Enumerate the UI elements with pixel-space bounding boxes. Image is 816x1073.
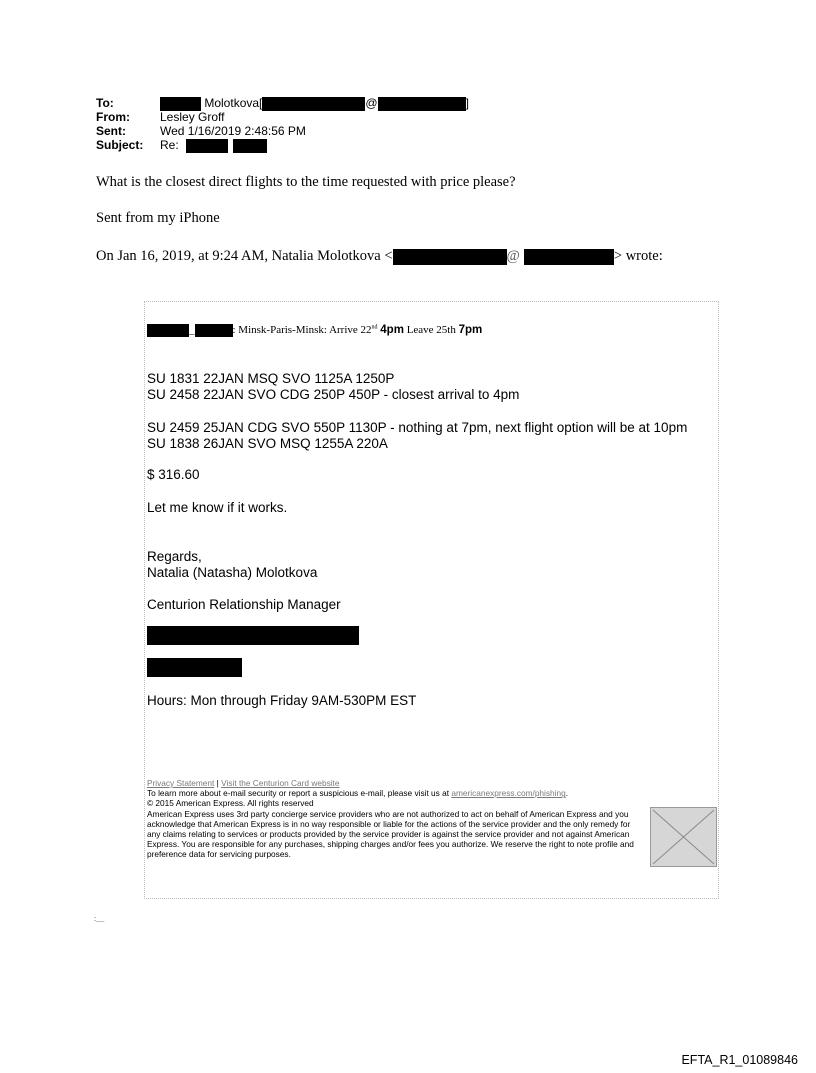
redaction — [262, 97, 365, 111]
reply-question: What is the closest direct flights to the time requested with price please? — [96, 174, 516, 190]
subject-sep: _ — [189, 324, 195, 337]
disclaimer: American Express uses 3rd party concierge service providers who are not authorized to act on behalf of American Express and you acknowledge that American Express is in no way responsible or liable for the actions of the service provider and the only remedy for any claims relating to services or products provided by the service provider is against the service provider and not against American Express. You are responsible for any purchases, shipping charges and/or fees you authorize. We reserve the right to note profile and preference data for servicing purposes. — [147, 808, 634, 860]
subject-leave: Leave 25th — [406, 324, 456, 337]
redaction — [233, 139, 267, 153]
redaction — [524, 249, 614, 265]
let-me-know: Let me know if it works. — [147, 500, 288, 515]
privacy-statement-link[interactable]: Privacy Statement — [147, 778, 215, 788]
hours: Hours: Mon through Friday 9AM-530PM EST — [147, 693, 417, 708]
redaction — [147, 626, 359, 645]
subject-leave-time: 7pm — [458, 324, 483, 337]
quote-attribution — [96, 248, 663, 265]
phishing-link[interactable]: americanexpress.com/phishing — [451, 788, 566, 799]
regards: Regards, — [147, 549, 202, 564]
to-at: @ — [365, 96, 378, 110]
quote-at: @ — [506, 248, 520, 264]
redaction — [160, 97, 201, 111]
subject-label: Subject: — [96, 138, 144, 152]
sender-title: Centurion Relationship Manager — [147, 597, 341, 612]
subject-text: Re: — [160, 138, 179, 152]
redaction — [378, 97, 466, 111]
quoted-message-box — [144, 301, 719, 899]
copyright: © 2015 American Express. All rights reserved — [147, 798, 314, 809]
quote-prefix: On Jan 16, 2019, at 9:24 AM, Natalia Molotkova < — [96, 248, 393, 264]
footer-links — [147, 778, 642, 788]
subject-value — [160, 138, 267, 153]
to-name: Molotkova[ — [204, 96, 263, 110]
page-mark: :__ — [94, 914, 105, 923]
flight-line: SU 1831 22JAN MSQ SVO 1125A 1250P — [147, 371, 395, 386]
subject-sup: nd — [371, 324, 378, 331]
subject-mid: : Minsk-Paris-Minsk: Arrive 22 — [232, 324, 372, 337]
sent-value: Wed 1/16/2019 2:48:56 PM — [160, 124, 306, 138]
document-id: EFTA_R1_01089846 — [681, 1053, 798, 1067]
from-label: From: — [96, 110, 130, 124]
security-text: To learn more about e-mail security or report a suspicious e-mail, please visit us at — [147, 788, 450, 799]
to-value — [160, 96, 469, 111]
redaction — [147, 658, 242, 677]
price: $ 316.60 — [147, 467, 200, 482]
redaction — [147, 324, 189, 337]
redaction — [393, 249, 507, 265]
sender-name: Natalia (Natasha) Molotkova — [147, 565, 318, 580]
security-line: To learn more about e-mail security or report a suspicious e-mail, please visit us at americanexpress.com/phishing. — [147, 788, 569, 799]
reply-signature: Sent from my iPhone — [96, 210, 220, 226]
subject-arrive-time: 4pm — [380, 324, 404, 337]
redaction — [186, 139, 228, 153]
redaction — [195, 324, 233, 337]
to-label: To: — [96, 96, 114, 110]
link-separator: | — [216, 778, 219, 788]
broken-image-icon — [650, 807, 717, 867]
flight-line: SU 1838 26JAN SVO MSQ 1255A 220A — [147, 436, 388, 451]
centurion-website-link[interactable]: Visit the Centurion Card website — [221, 778, 340, 788]
from-value: Lesley Groff — [160, 110, 225, 124]
flight-line: SU 2459 25JAN CDG SVO 550P 1130P - nothing at 7pm, next flight option will be at 10pm — [147, 420, 688, 435]
quote-suffix: > wrote: — [613, 248, 663, 264]
flight-line: SU 2458 22JAN SVO CDG 250P 450P - closest arrival to 4pm — [147, 387, 520, 402]
to-close: ] — [465, 96, 469, 110]
legal-footer — [147, 778, 642, 860]
quoted-subject — [147, 324, 482, 337]
sent-label: Sent: — [96, 124, 126, 138]
